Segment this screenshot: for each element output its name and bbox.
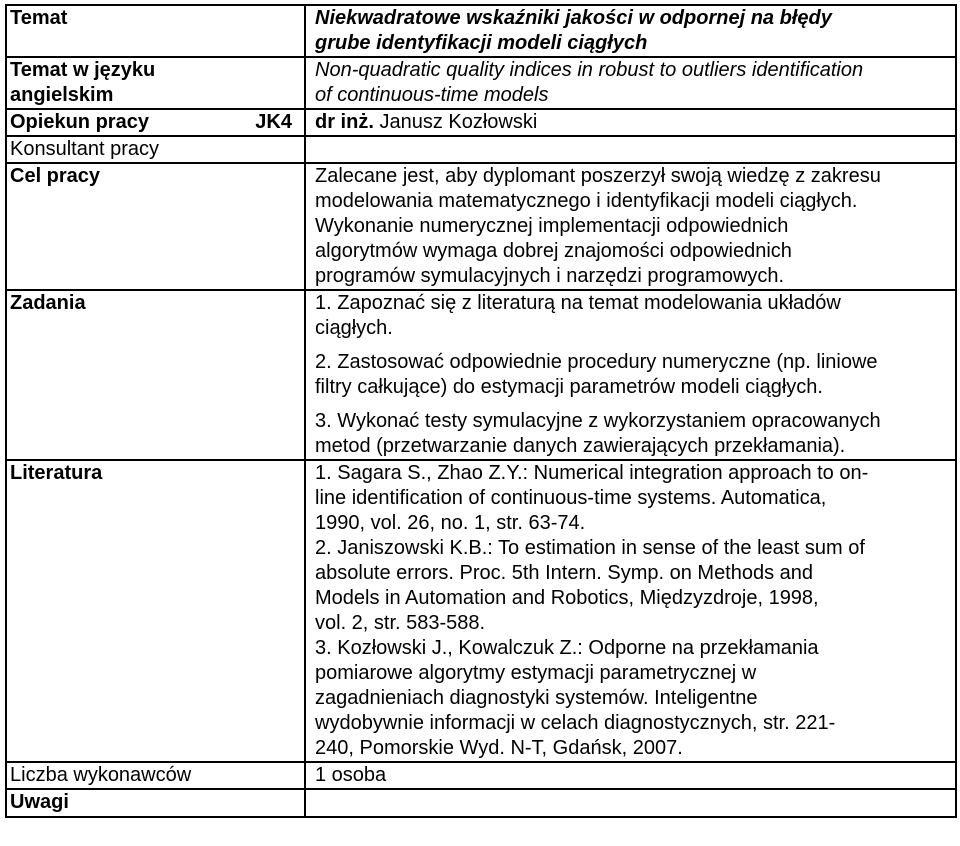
reference-line: 1. Sagara S., Zhao Z.Y.: Numerical integration approach to on- bbox=[315, 462, 869, 484]
supervisor-label-wrap bbox=[10, 110, 304, 135]
remarks-label-text: Uwagi bbox=[10, 791, 69, 813]
reference-line: 240, Pomorskie Wyd. N-T, Gdańsk, 2007. bbox=[315, 737, 683, 759]
topic-label bbox=[6, 5, 305, 57]
reference-line: 2. Janiszowski K.B.: To estimation in sense of the least sum of bbox=[315, 537, 865, 559]
task-item-line: ciągłych. bbox=[315, 317, 393, 339]
supervisor-label bbox=[6, 109, 305, 136]
row-topic-english bbox=[6, 57, 956, 109]
goal-line: programów symulacyjnych i narzędzi programowych. bbox=[315, 265, 785, 287]
task-item bbox=[315, 291, 951, 341]
task-item-line: 2. Zastosować odpowiednie procedury numeryczne (np. liniowe bbox=[315, 351, 878, 373]
reference-item bbox=[315, 636, 951, 761]
topic-english-value bbox=[305, 57, 956, 109]
reference-line: 3. Kozłowski J., Kowalczuk Z.: Odporne na przekłamania bbox=[315, 637, 819, 659]
supervisor-value bbox=[305, 109, 956, 136]
goal-label-text: Cel pracy bbox=[10, 165, 101, 187]
topic-label-text: Temat bbox=[10, 7, 68, 29]
topic-value-line-2: grube identyfikacji modeli ciągłych bbox=[315, 32, 648, 54]
topic-value bbox=[305, 5, 956, 57]
topic-english-value-line-1: Non-quadratic quality indices in robust to outliers identification bbox=[315, 59, 864, 81]
reference-item bbox=[315, 536, 951, 636]
literature-value bbox=[305, 460, 956, 762]
topic-english-label-line-2: angielskim bbox=[10, 84, 114, 106]
authors-value bbox=[305, 762, 956, 789]
task-item-line: filtry całkujące) do estymacji parametrów modeli ciągłych. bbox=[315, 376, 823, 398]
goal-line: modelowania matematycznego i identyfikacji modeli ciągłych. bbox=[315, 190, 858, 212]
task-item-line: 1. Zapoznać się z literaturą na temat modelowania układów bbox=[315, 292, 841, 314]
consultant-value bbox=[305, 136, 956, 163]
row-consultant bbox=[6, 136, 956, 163]
reference-item bbox=[315, 461, 951, 536]
authors-label-text: Liczba wykonawców bbox=[10, 764, 192, 786]
task-item bbox=[315, 409, 951, 459]
row-authors bbox=[6, 762, 956, 789]
row-tasks bbox=[6, 290, 956, 460]
task-item-line: metod (przetwarzanie danych zawierających przekłamania). bbox=[315, 435, 846, 457]
task-item bbox=[315, 350, 951, 400]
tasks-label-text: Zadania bbox=[10, 292, 86, 314]
consultant-label bbox=[6, 136, 305, 163]
authors-label bbox=[6, 762, 305, 789]
topic-english-label bbox=[6, 57, 305, 109]
topic-english-value-line-2: of continuous-time models bbox=[315, 84, 549, 106]
authors-count: 1 osoba bbox=[315, 764, 387, 786]
task-item-line: 3. Wykonać testy symulacyjne z wykorzystaniem opracowanych bbox=[315, 410, 881, 432]
tasks-label bbox=[6, 290, 305, 460]
tasks-value bbox=[305, 290, 956, 460]
row-goal bbox=[6, 163, 956, 290]
row-supervisor bbox=[6, 109, 956, 136]
goal-label bbox=[6, 163, 305, 290]
thesis-topic-table bbox=[5, 4, 957, 818]
topic-english-label-line-1: Temat w języku bbox=[10, 59, 156, 81]
row-remarks bbox=[6, 789, 956, 817]
reference-line: absolute errors. Proc. 5th Intern. Symp. on Methods and bbox=[315, 562, 814, 584]
reference-line: wydobywnie informacji w celach diagnostycznych, str. 221- bbox=[315, 712, 836, 734]
remarks-value bbox=[305, 789, 956, 817]
goal-value bbox=[305, 163, 956, 290]
reference-line: pomiarowe algorytmy estymacji parametrycznej w bbox=[315, 662, 757, 684]
literature-label bbox=[6, 460, 305, 762]
reference-line: 1990, vol. 26, no. 1, str. 63-74. bbox=[315, 512, 586, 534]
goal-line: algorytmów wymaga dobrej znajomości odpowiednich bbox=[315, 240, 792, 262]
goal-line: Zalecane jest, aby dyplomant poszerzył swoją wiedzę z zakresu bbox=[315, 165, 881, 187]
goal-line: Wykonanie numerycznej implementacji odpowiednich bbox=[315, 215, 789, 237]
reference-line: vol. 2, str. 583-588. bbox=[315, 612, 486, 634]
row-literature bbox=[6, 460, 956, 762]
remarks-label bbox=[6, 789, 305, 817]
supervisor-code: JK4 bbox=[255, 111, 292, 133]
row-topic bbox=[6, 5, 956, 57]
supervisor-title: dr inż. bbox=[315, 111, 374, 133]
reference-line: zagadnieniach diagnostyki systemów. Inteligentne bbox=[315, 687, 758, 709]
literature-label-text: Literatura bbox=[10, 462, 103, 484]
supervisor-name: Janusz Kozłowski bbox=[379, 111, 538, 133]
reference-line: Models in Automation and Robotics, Międzyzdroje, 1998, bbox=[315, 587, 819, 609]
consultant-label-text: Konsultant pracy bbox=[10, 138, 159, 160]
topic-value-line-1: Niekwadratowe wskaźniki jakości w odpornej na błędy bbox=[315, 7, 832, 29]
reference-line: line identification of continuous-time systems. Automatica, bbox=[315, 487, 827, 509]
supervisor-label-text: Opiekun pracy bbox=[10, 111, 149, 133]
